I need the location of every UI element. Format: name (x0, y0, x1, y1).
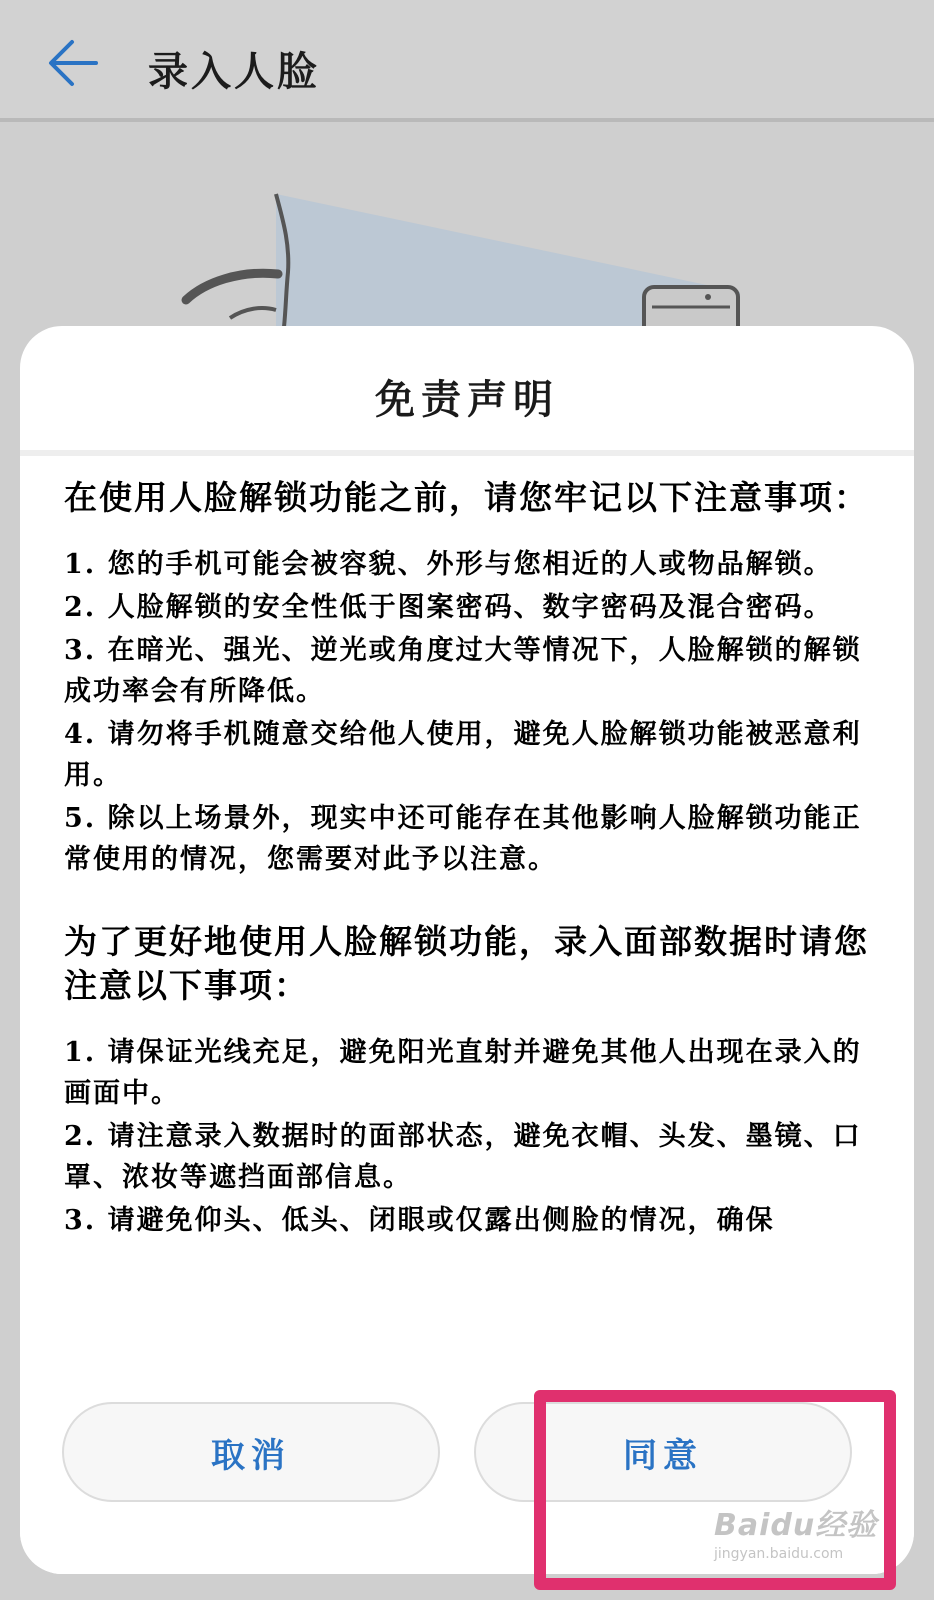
list-item: 2. 请注意录入数据时的面部状态，避免衣帽、头发、墨镜、口罩、浓妆等遮挡面部信息。 (64, 1121, 862, 1193)
list-item: 3. 请避免仰头、低头、闭眼或仅露出侧脸的情况，确保 (64, 1205, 775, 1236)
section-heading: 在使用人脸解锁功能之前，请您牢记以下注意事项： (64, 478, 869, 517)
list-item: 3. 在暗光、强光、逆光或角度过大等情况下，人脸解锁的解锁成功率会有所降低。 (64, 635, 862, 707)
watermark-url: jingyan.baidu.com (714, 1546, 844, 1562)
page-title: 录入人脸 (148, 48, 320, 95)
cancel-button[interactable]: 取消 (62, 1402, 440, 1502)
watermark-logo-text: Baidu经验 (714, 1508, 878, 1543)
scroll-fade (20, 1336, 914, 1382)
list-item: 1. 您的手机可能会被容貌、外形与您相近的人或物品解锁。 (64, 549, 833, 580)
disclaimer-dialog (20, 326, 914, 1574)
back-button[interactable] (40, 30, 106, 96)
section-notice (64, 476, 884, 880)
section-enroll-tips (64, 920, 884, 1241)
agree-button[interactable]: 同意 (474, 1402, 852, 1502)
list-item: 1. 请保证光线充足，避免阳光直射并避免其他人出现在录入的画面中。 (64, 1037, 862, 1109)
title-divider (20, 450, 914, 456)
list-item: 5. 除以上场景外，现实中还可能存在其他影响人脸解锁功能正常使用的情况，您需要对此予以注意。 (64, 803, 862, 875)
app-bar (0, 0, 934, 122)
watermark (714, 1500, 898, 1570)
arrow-left-icon (46, 36, 100, 90)
section-heading: 为了更好地使用人脸解锁功能，录入面部数据时请您注意以下事项： (64, 922, 869, 1005)
list-item: 4. 请勿将手机随意交给他人使用，避免人脸解锁功能被恶意利用。 (64, 719, 862, 791)
list-item: 2. 人脸解锁的安全性低于图案密码、数字密码及混合密码。 (64, 592, 833, 623)
dialog-title: 免责声明 (375, 376, 559, 423)
